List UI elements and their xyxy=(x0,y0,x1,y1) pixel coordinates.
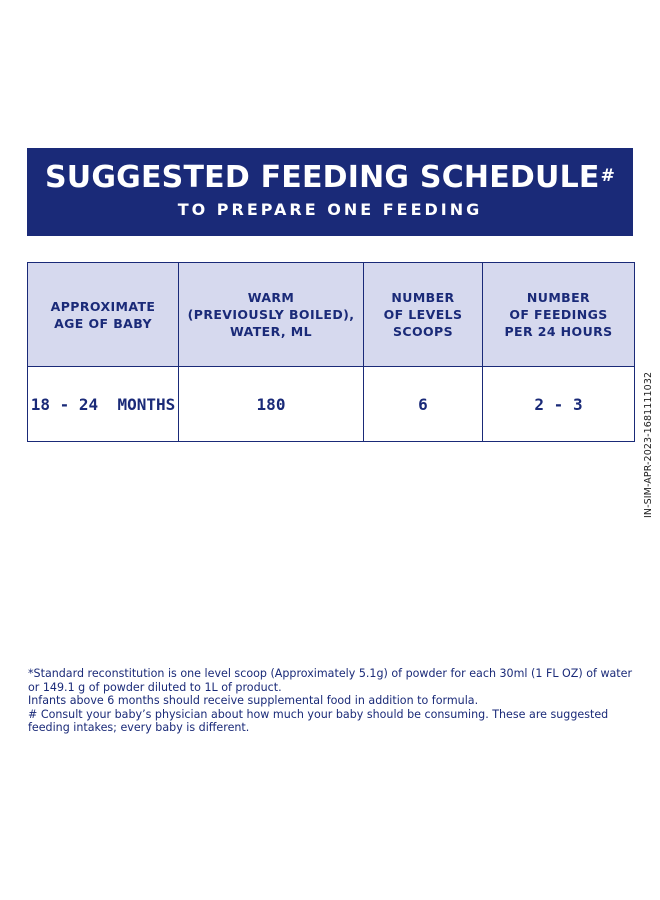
header-water-line: (PREVIOUSLY BOILED), xyxy=(187,307,355,322)
feeding-schedule-table xyxy=(27,262,635,442)
cell-scoops: 6 xyxy=(364,367,483,442)
banner-subtitle: TO PREPARE ONE FEEDING xyxy=(177,200,483,219)
header-age-line: AGE OF BABY xyxy=(54,315,152,331)
header-feedings-line: PER 24 HOURS xyxy=(504,324,613,339)
header-age xyxy=(28,263,179,367)
header-scoops-line: NUMBER xyxy=(391,290,455,305)
footnote-consult-physician: # Consult your baby’s physician about how much your baby should be consuming. These are suggested feeding intakes; every baby is different. xyxy=(28,707,609,734)
footnote-supplemental-food: Infants above 6 months should receive supplemental food in addition to formula. xyxy=(28,694,479,707)
footnote-reconstitution: *Standard reconstitution is one level scoop (Approximately 5.1g) of powder for each 30ml (1 FL OZ) of water or 149.1 g of powder diluted to 1L of product. xyxy=(28,667,633,694)
header-feedings xyxy=(483,263,635,367)
table-row xyxy=(28,367,635,442)
footnotes xyxy=(28,667,634,735)
cell-age: 18 - 24 MONTHS xyxy=(28,367,179,442)
header-water xyxy=(179,263,364,367)
header-scoops xyxy=(364,263,483,367)
header-scoops-line: SCOOPS xyxy=(393,324,453,339)
cell-feedings: 2 - 3 xyxy=(483,367,635,442)
header-age-line: APPROXIMATE xyxy=(50,298,156,314)
side-reference-code: IN-SIM-APR-2023-1681111032 xyxy=(643,371,654,518)
banner-title-text: SUGGESTED FEEDING SCHEDULE xyxy=(44,160,600,195)
banner-title-mark: # xyxy=(600,166,616,186)
header-feedings-line: OF FEEDINGS xyxy=(509,307,608,322)
header-scoops-line: OF LEVELS xyxy=(383,307,463,322)
table-header-row xyxy=(28,263,635,367)
banner-title xyxy=(27,159,633,197)
title-banner xyxy=(27,148,633,236)
cell-water-ml: 180 xyxy=(179,367,364,442)
header-water-line: WARM xyxy=(247,290,295,305)
header-feedings-line: NUMBER xyxy=(526,290,591,305)
header-water-line: WATER, ML xyxy=(230,324,312,339)
